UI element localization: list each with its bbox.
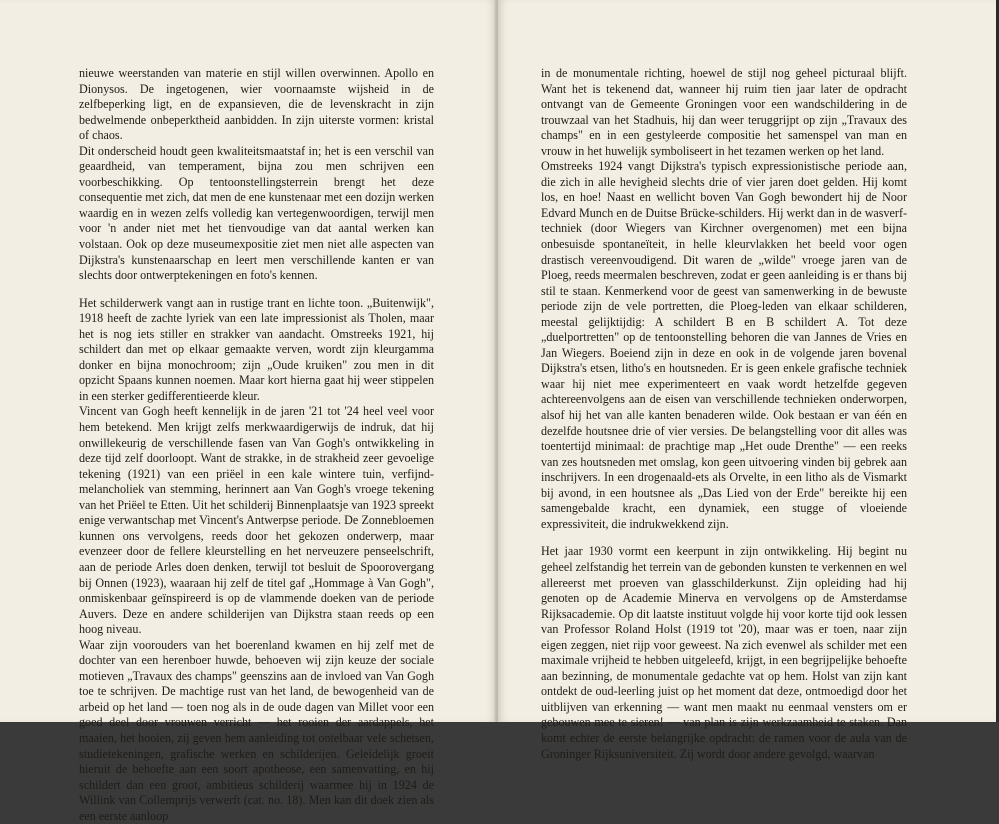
left-text-column (79, 66, 434, 824)
paragraph: Omstreeks 1924 vangt Dijkstra's typisch expressionistische periode aan, die zich in alle hevigheid slechts drie of vier jaren doet gelden. Hij komt los, en hoe! Naast en wellicht boven Van Gogh bewondert hij de Noor Edvard Munch en de Duitse Brücke-schilders. Hij werkt dan in de wasverf-techniek (door Wiegers van Kirchner overgenomen) met een bijna onbesuisde spontaneïteit, in helle kleurvlakken het beeld voor ogen drastisch vereenvoudigend. Dit waren de „wilde" vroege jaren van de Ploeg, reeds meermalen beschreven, zodat er geen aanleiding is er thans bij stil te staan. Kenmerkend voor de geest van samenwerking in de bewuste periode zijn de vele portretten, die Ploeg-leden van elkaar schilderen, meestal gelijktijdig: A schildert B en B schildert A. Tot deze „duelportretten" op de tentoonstelling behoren die van Jannes de Vries en Jan Wiegers. Boeiend zijn in deze en ook in de volgende jaren bovenal Dijkstra's etsen, litho's en houtsneden. Er is geen enkele grafische techniek waar hij niet mee experimenteert en vaak wordt hetzelfde gegeven achtereenvolgens aan de eisen van verschillende technieken onderworpen, alsof hij het van alle kanten benaderen wilde. Ook bestaan er van één en dezelfde houtsnee drie of vier versies. De belangstelling voor dit alles was toentertijd minimaal: de prachtige map „Het oude Drenthe" — een reeks van zes houtsneden met omslag, kon geen uitvoering vinden bij gebrek aan inschrijvers. In een drogenaald-ets als Orvelte, in een litho als de Vismarkt bij avond, in een houtsnee als „Das Lied von der Erde" bereikte hij een samengebalde kracht, een dynamiek, een stugge of vloeiende expressiviteit, die indrukwekkend zijn. (541, 159, 907, 531)
paragraph: in de monumentale richting, hoewel de stijl nog geheel picturaal blijft. Want het is tekenend dat, wanneer hij ruim tien jaar later de opdracht ontvangt van de Gemeente Groningen voor een wandschildering in de trouwzaal van het Stadhuis, hij dan weer teruggrijpt op zijn „Travaux des champs" en in een gestyleerde compositie het samenspel van man en vrouw in het huwelijk symboliseert in het tezamen werken op het land. (541, 66, 907, 158)
paragraph: Dit onderscheid houdt geen kwaliteitsmaatstaf in; het is een verschil van geaardheid, van temperament, bijna zou men schrijven een voorbeschikking. Op tentoonstellingsterrein brengt het deze consequentie met zich, dat men de ene kunstenaar met een dozijn werken waardig en in wezen zelfs volledig kan vertegenwoordigen, terwijl men voor 'n ander niet met het tienvoudige van dat aantal werken kan volstaan. Ook op deze museumexpositie ziet men niet alle aspecten van Dijkstra's kunstenaarschap en leert men verschillende kanten er van slechts door ontwerptekeningen en foto's kennen. (79, 143, 434, 283)
paragraph: Vincent van Gogh heeft kennelijk in de jaren '21 tot '24 heel veel voor hem betekend. Men krijgt zelfs merkwaardigerwijs de indruk, dat hij onwillekeurig de verschillende fasen van Van Gogh's ontwikkeling in deze tijd zelf doorloopt. Want de strakke, in de strakheid zeer gevoelige tekening (1921) van een priëel in een kale wintere tuin, verfijnd-melancholiek van stemming, herinnert aan Van Gogh's vroege tekening van het Priëel te Etten. Uit het schilderij Binnenplaatsje van 1923 spreekt enige verwantschap met Vincent's Antwerpse periode. De Zonnebloemen kunnen ons vervolgens, reeds door het gekozen onderwerp, maar evenzeer door de fellere kleurstelling en het nerveuzere penseelschrift, aan de periode Arles doen denken, terwijl tot besluit de Spoorovergang bij Onnen (1923), waaraan hij zelf de titel gaf „Hommage à Van Gogh", onmiskenbaar geïnspireerd is op de vlammende doeken van de periode Auvers. Deze en andere schilderijen van Dijkstra staan reeds op een hoog niveau. (79, 404, 434, 637)
paragraph: Het schilderwerk vangt aan in rustige trant en lichte toon. „Buitenwijk", 1918 heeft de zachte lyriek van een late impressionist als Tholen, maar het is nog iets stiller en strakker van aandacht. Omstreeks 1921, hij schildert dan met op elkaar gemaakte verven, wordt zijn kleurgamma donker en bijna monochroom; zijn „Oude kruiken" zou men in dit opzicht Spaans kunnen noemen. Maar kort hierna gaat hij weer stippelen in een sterker gedifferentieerde kleur. (79, 295, 434, 403)
paragraph: Waar zijn voorouders van het boerenland kwamen en hij zelf met de dochter van een herenboer huwde, behoeven wij zijn keuze der sociale motieven „Travaux des champs" geenszins aan de invloed van Van Gogh toe te schrijven. De machtige rust van het land, de bewogenheid van de arbeid op het land — toen nog als in de oude dagen van Millet voor een goed deel door vrouwen verricht — het rooien der aardappels, het maaien, het hooien, zij geven hem aanleiding tot ontelbaar vele schetsen, studietekeningen, grafische werken en schilderijen. Geleidelijk groeit hieruit de behoefte aan een soort apotheose, een samenvatting, en hij schildert dan een groot, ambitieus schilderij waarmee hij in 1924 de Willink van Collemprijs verwerft (cat. no. 18). Men kan dit doek zien als een eerste aanloop (79, 637, 434, 823)
paragraph: Het jaar 1930 vormt een keerpunt in zijn ontwikkeling. Hij begint nu geheel zelfstandig het terrein van de gebonden kunsten te verkennen en wel allereerst met proeven van glasschilderkunst. Zijn opleiding had hij genoten op de Academie Minerva en vervolgens op de Amsterdamse Rijksacademie. Op dit laatste instituut volgde hij voor korte tijd ook lessen van Professor Roland Holst (1919 tot '20), maar was er toen, naar zijn eigen zeggen, niet rijp voor geweest. Na zich evenwel als schilder met een maximale vrijheid te hebben uitgeleefd, krijgt, in een begrijpelijke behoefte aan bezinning, de monumentale gedachte vat op hem. Holst van zijn kant ontdekt de oud-leerling juist op het moment dat deze, ontmoedigd door het uitblijven van erkenning — want men maakt nu eenmaal vensters om er gebouwen mee te sieren! — van plan is zijn werkzaamheid te staken. Dan komt echter de eerste belangrijke opdracht: de ramen voor de aula van de Groninger Rijksuniversiteit. Zij wordt door andere gevolgd, waarvan (541, 544, 907, 761)
left-page (0, 0, 496, 823)
right-text-column (541, 66, 907, 762)
right-page (498, 0, 999, 761)
paragraph: nieuwe weerstanden van materie en stijl willen overwinnen. Apollo en Dionysos. De ingetogenen, wier voornaamste wijsheid in de zelfbeperking ligt, en de expansieven, die de levenskracht in zijn bedwelmende onbeperktheid aanbidden. In zijn uiterste vormen: kristal of chaos. (79, 66, 434, 143)
